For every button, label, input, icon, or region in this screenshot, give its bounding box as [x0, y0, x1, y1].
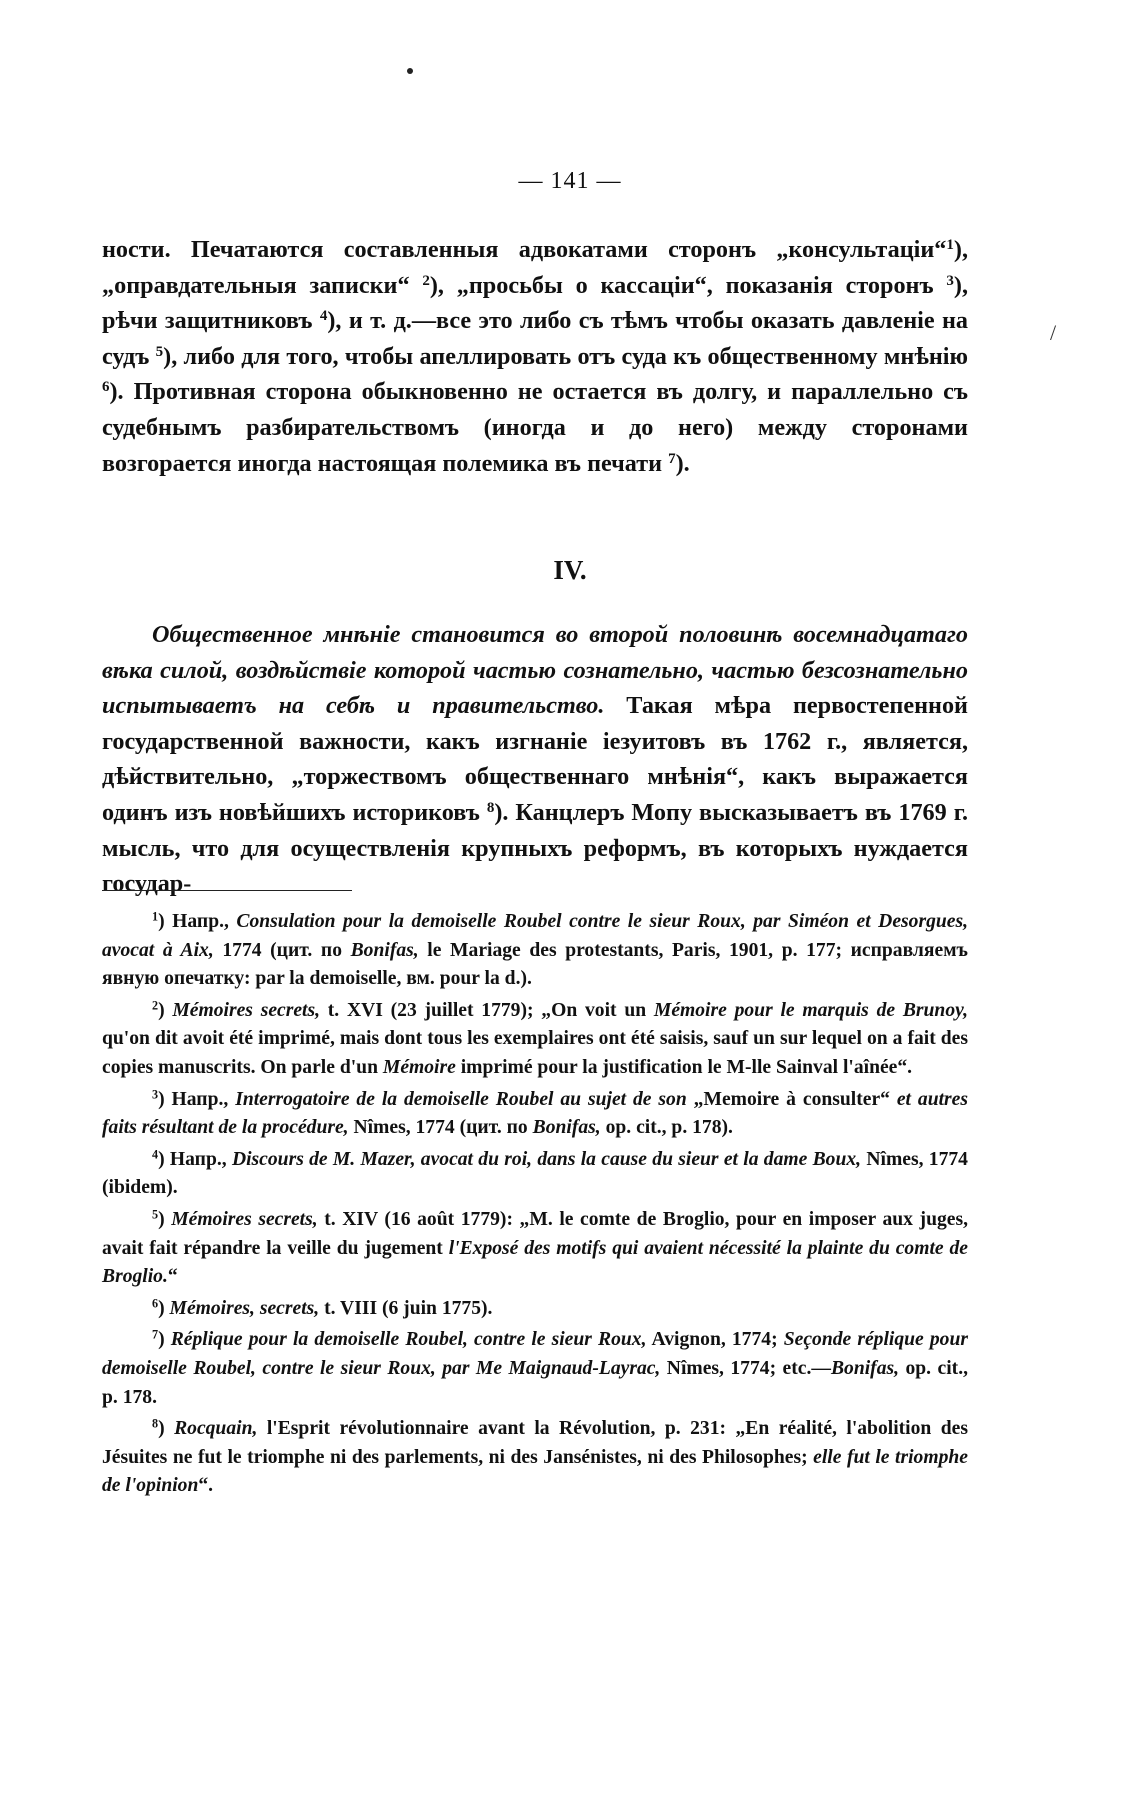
page-number: — 141 —: [518, 168, 622, 194]
footnote-6: $^6$) Mémoires, secrets, t. VIII (6 juin 1775).: [152, 1296, 493, 1319]
footnote-ref[interactable]: 1: [946, 236, 954, 253]
footnote-ref[interactable]: 5: [155, 343, 164, 360]
footnote-8: $^8$) Rocquain, l'Esprit révolutionnaire avant la Révolution, p. 231: „En réalité, l'abolition des Jésuites ne fut le triomphe ni des parlements, ni des Jansénistes, ni des Philosophes; elle fut le triomphe de l'opinion“.: [102, 1416, 968, 1497]
footnote-ref[interactable]: 3: [946, 272, 954, 289]
footnotes: [102, 908, 968, 1504]
footnote-7: $^7$) Réplique pour la demoiselle Roubel, contre le sieur Roux, Avignon, 1774; Seçonde réplique pour demoiselle Roubel, contre le sieur Roux, par Me Maignaud-Layrac, Nîmes, 1774; etc.—Bonifas, op. cit., p. 178.: [102, 1327, 968, 1408]
footnote-ref[interactable]: 6: [102, 379, 110, 396]
margin-mark: /: [1050, 320, 1057, 345]
footnote-divider: [102, 890, 352, 891]
footnote-ref[interactable]: 4: [319, 307, 328, 324]
body-paragraph-2: [102, 617, 968, 902]
footnote-ref[interactable]: 2: [422, 272, 430, 289]
footnote-1: $^1$) Напр., Consulation pour la demoiselle Roubel contre le sieur Roux, par Siméon et Desorgues, avocat à Aix, 1774 (цит. по Bonifas, le Mariage des protestants, Paris, 1901, p. 177; исправляемъ явную опечатку: par la demoiselle, вм. pour la d.).: [102, 909, 968, 990]
paragraph-text: ности. Печатаются составленныя адвокатами сторонъ „консультаціи“$^1$), „оправдательныя записки“ $^2$), „просьбы о кассаціи“, показанія сторонъ $^3$), рѣчи защитниковъ $^4$), и т. д.—все это либо съ тѣмъ чтобы оказать давленіе на судъ $^5$), либо для того, чтобы апеллировать отъ суда къ общественному мнѣнію $^6$). Противная сторона обыкновенно не остается въ долгу, и параллельно съ судебнымъ разбирательствомъ (иногда и до него) между сторонами возгорается иногда настоящая полемика въ печати $^7$).: [102, 236, 968, 477]
footnote-3: $^3$) Напр., Interrogatoire de la demoiselle Roubel au sujet de son „Memoire à consulter“ et autres faits résultant de la procédure, Nîmes, 1774 (цит. по Bonifas, op. cit., p. 178).: [102, 1086, 968, 1139]
section-heading: IV.: [553, 555, 587, 585]
footnote-4: $^4$) Напр., Discours de M. Mazer, avocat du roi, dans la cause du sieur et la dame Boux, Nîmes, 1774 (ibidem).: [102, 1147, 968, 1199]
italic-lead: Общественное мнѣніе становится во второй половинѣ восемнадцатаго вѣка силой, воздѣйствіе которой частью сознательно, частью безсознательно испытываетъ на себѣ и правительство.: [102, 621, 968, 720]
footnote-ref[interactable]: 8: [486, 799, 495, 816]
footnote-2: $^2$) Mémoires secrets, t. XVI (23 juillet 1779); „On voit un Mémoire pour le marquis de Brunoy, qu'on dit avoit été imprimé, mais dont tous les exemplaires ont été saisis, sauf un sur lequel on a fait des copies manuscrits. On parle d'un Mémoire imprimé pour la justification le M-lle Sainval l'aînée“.: [102, 998, 968, 1078]
body-paragraph-1: [102, 232, 968, 481]
paragraph-text: Общественное мнѣніе становится во второй половинѣ восемнадцатаго вѣка силой, воздѣйствіе которой частью сознательно, частью безсознательно испытываетъ на себѣ и правительство. Такая мѣра первостепенной государственной важности, какъ изгнаніе іезуитовъ въ 1762 г., является, дѣйствительно, „торжествомъ общественнаго мнѣнія“, какъ выражается одинъ изъ новѣйшихъ историковъ $^8$). Канцлеръ Мопу высказываетъ въ 1769 г. мысль, что для осуществленія крупныхъ реформъ, въ которыхъ нуждается государ-: [102, 621, 969, 898]
print-speck: [407, 68, 413, 74]
footnote-ref[interactable]: 7: [668, 450, 676, 467]
footnote-5: $^5$) Mémoires secrets, t. XIV (16 août 1779): „M. le comte de Broglio, pour en imposer aux juges, avait fait répandre la veille du jugement l'Exposé des motifs qui avaient nécessité la plainte du comte de Broglio.“: [102, 1207, 968, 1288]
